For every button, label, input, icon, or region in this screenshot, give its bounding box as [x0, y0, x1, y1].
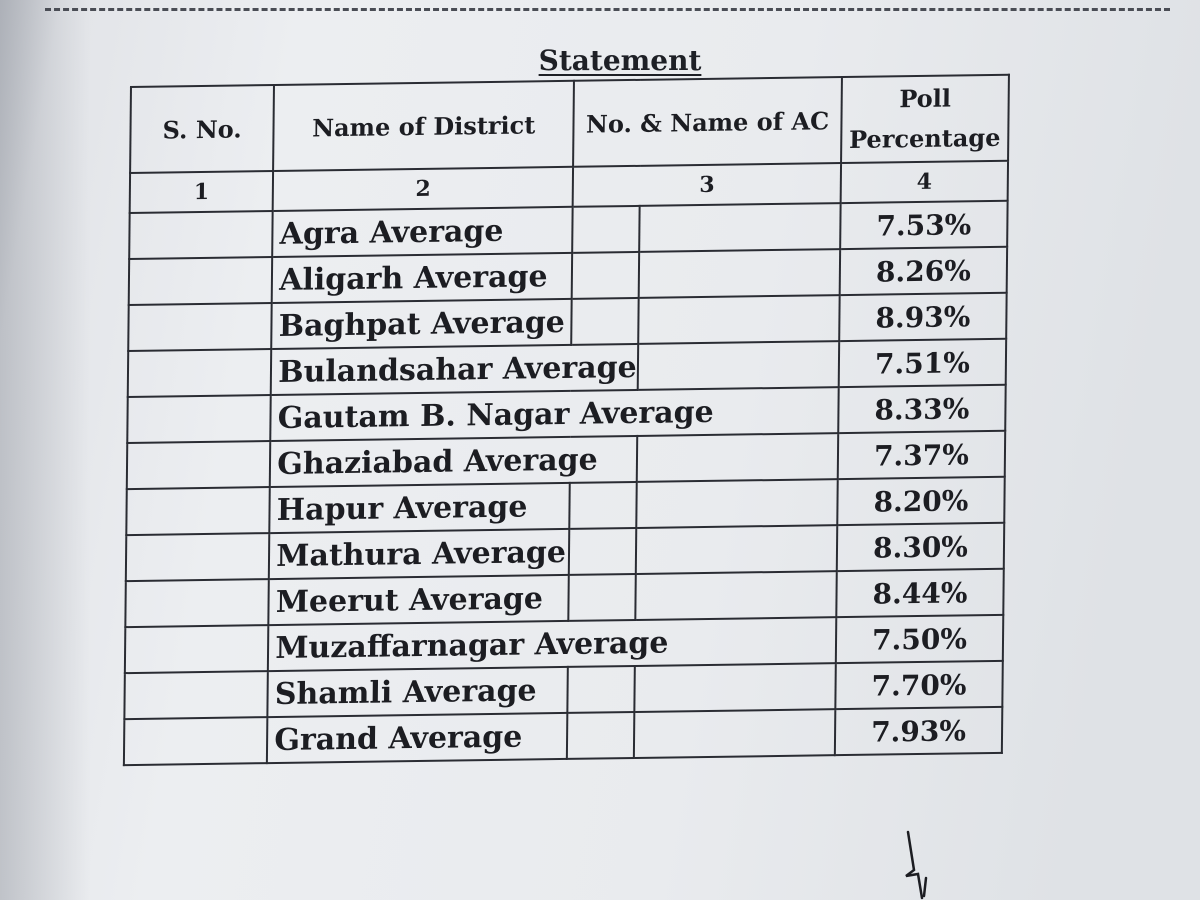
- sno-cell: [126, 487, 270, 535]
- poll-percentage-cell: 7.53%: [840, 201, 1008, 249]
- ac-name-cell: [634, 663, 836, 712]
- district-cell: Baghpat Average: [271, 299, 571, 349]
- poll-percentage-cell: 7.93%: [835, 707, 1003, 755]
- district-cell: Gautam B. Nagar Average: [270, 387, 838, 441]
- district-cell: Bulandsahar Average: [271, 344, 638, 395]
- poll-percentage-cell: 8.44%: [836, 569, 1004, 617]
- district-cell: Muzaffarnagar Average: [268, 617, 836, 671]
- header-poll: [841, 75, 1009, 163]
- sno-cell: [127, 395, 271, 443]
- ac-name-cell: [635, 571, 837, 620]
- column-number: 2: [273, 167, 573, 211]
- sno-cell: [124, 717, 268, 765]
- header-row: [130, 75, 1009, 173]
- ac-name-cell: [638, 295, 840, 344]
- sno-cell: [125, 625, 269, 673]
- header-ac: No. & Name of AC: [573, 77, 842, 167]
- poll-percentage-cell: 8.33%: [838, 385, 1006, 433]
- ac-name-cell: [637, 433, 839, 482]
- poll-percentage-cell: 8.93%: [839, 293, 1007, 341]
- ac-number-cell: [570, 482, 637, 529]
- page-shadow: [0, 0, 90, 900]
- district-cell: Ghaziabad Average: [270, 436, 637, 487]
- header-poll-line2: Percentage: [848, 122, 1001, 154]
- sno-cell: [125, 579, 269, 627]
- sno-cell: [129, 257, 273, 305]
- poll-percentage-cell: 7.50%: [836, 615, 1004, 663]
- district-cell: Hapur Average: [270, 483, 570, 533]
- ac-name-cell: [639, 203, 841, 252]
- header-district: Name of District: [273, 81, 574, 171]
- ac-name-cell: [638, 249, 840, 298]
- poll-percentage-cell: 8.20%: [837, 477, 1005, 525]
- signature-mark: [900, 830, 940, 900]
- sno-cell: [128, 303, 272, 351]
- ac-name-cell: [636, 525, 838, 574]
- sno-cell: [128, 349, 272, 397]
- ac-name-cell: [636, 479, 838, 528]
- ac-number-cell: [572, 206, 639, 253]
- sno-cell: [127, 441, 271, 489]
- statement-table: [123, 74, 1010, 766]
- ac-number-cell: [568, 666, 635, 713]
- district-cell: Mathura Average: [269, 529, 569, 579]
- column-number: 3: [573, 163, 841, 207]
- poll-percentage-cell: 7.70%: [835, 661, 1003, 709]
- poll-percentage-cell: 8.26%: [840, 247, 1008, 295]
- ac-number-cell: [572, 252, 639, 299]
- statement-sheet: [123, 74, 1010, 766]
- sno-cell: [129, 211, 273, 259]
- poll-percentage-cell: 7.37%: [838, 431, 1006, 479]
- header-sno: S. No.: [130, 85, 274, 173]
- poll-percentage-cell: 7.51%: [839, 339, 1007, 387]
- header-poll-line1: Poll: [899, 83, 952, 114]
- ac-number-cell: [569, 528, 636, 575]
- ac-name-cell: [634, 709, 836, 758]
- poll-percentage-cell: 8.30%: [837, 523, 1005, 571]
- ac-name-cell: [637, 341, 839, 390]
- sno-cell: [126, 533, 270, 581]
- dashed-separator: [45, 8, 1170, 11]
- column-number: 4: [841, 161, 1008, 203]
- district-cell: Aligarh Average: [272, 253, 572, 303]
- document-title: Statement: [538, 44, 702, 77]
- district-cell: Shamli Average: [268, 667, 568, 717]
- district-cell: Meerut Average: [269, 575, 569, 625]
- ac-number-cell: [571, 298, 638, 345]
- column-number: 1: [130, 171, 274, 213]
- district-cell: Grand Average: [267, 713, 567, 763]
- sno-cell: [124, 671, 268, 719]
- ac-number-cell: [567, 712, 634, 759]
- ac-number-cell: [569, 574, 636, 621]
- district-cell: Agra Average: [272, 207, 572, 257]
